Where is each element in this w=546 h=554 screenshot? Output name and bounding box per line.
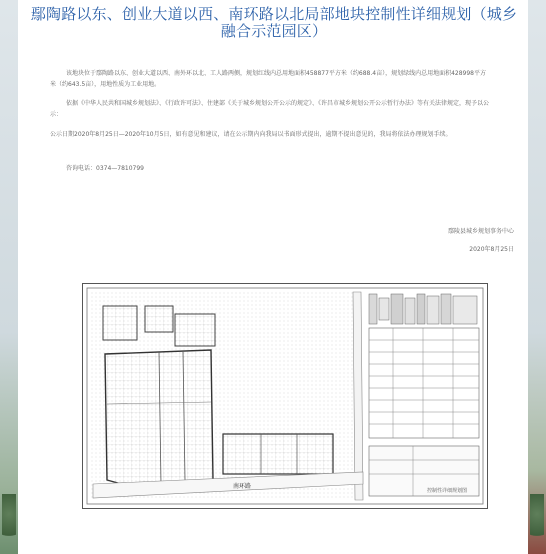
page-background-left <box>0 0 18 554</box>
planning-map-drawing <box>83 284 487 508</box>
map-caption: 控制性详细规划图 <box>427 488 468 494</box>
map-road-label: 南环路 <box>233 483 252 490</box>
publish-date: 2020年8月25日 <box>469 246 514 253</box>
paragraph-location: 该地块位于鄢陶路以东、创业大道以西、南外环以北、工人路两侧，规划红线内总用地面积458877平方米（约688.4亩），规划绿线内总用地面积428998平方米（约643.5亩），用地性质为工业用地。 <box>50 70 486 88</box>
paragraph-contact-phone: 咨询电话：0374—7810799 <box>66 165 144 172</box>
publisher-name: 鄢陵县城乡规划事务中心 <box>447 228 514 235</box>
paragraph-notice-period: 公示日期2020年8月25日—2020年10月5日，如有意见和建议，请在公示期内向我局以书面形式提出，逾期不提出意见的，我局将依法办理规划手续。 <box>50 131 452 138</box>
article-title: 鄢陶路以东、创业大道以西、南环路以北局部地块控制性详细规划（城乡融合示范园区） <box>30 5 518 40</box>
article-sheet <box>18 0 528 554</box>
paragraph-legal-basis: 依据《中华人民共和国城乡规划法》、《行政许可法》、住建部《关于城乡规划公开公示的规定》、《许昌市城乡规划公开公示暂行办法》等有关法律规定，现予以公示： <box>50 100 490 118</box>
page-background-right <box>528 0 546 554</box>
map-legend-table <box>369 328 479 438</box>
planning-map-image[interactable] <box>82 283 488 509</box>
